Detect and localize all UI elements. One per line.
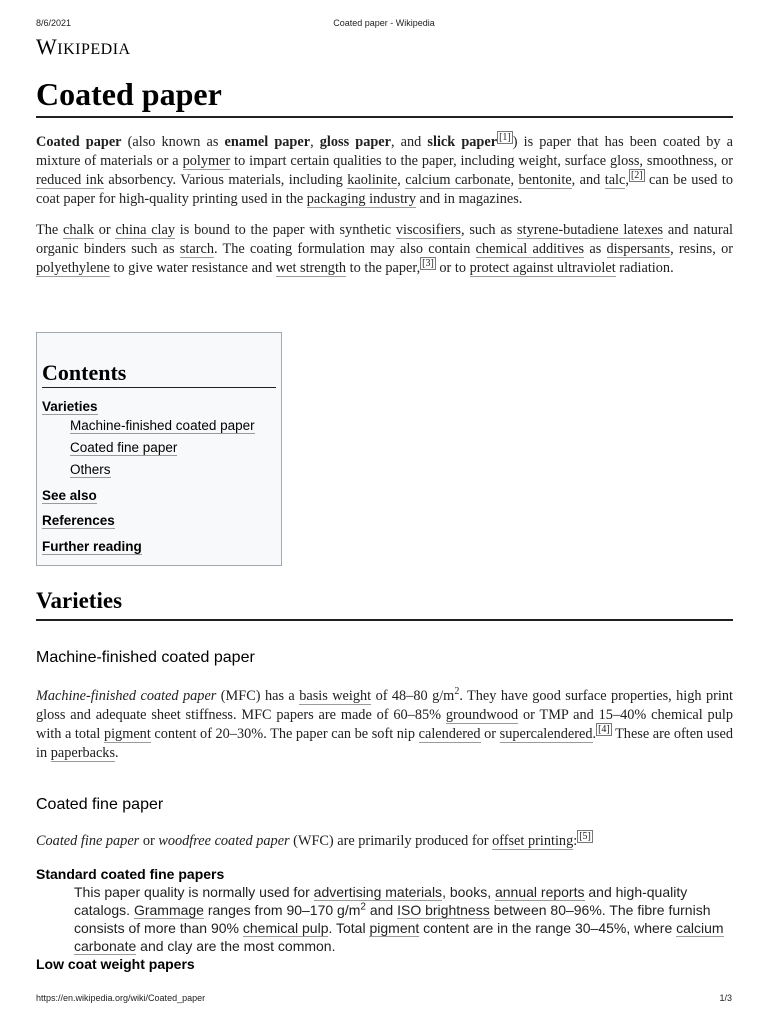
link-calcium-carbonate[interactable]: calcium carbonate: [74, 920, 724, 954]
link-groundwood[interactable]: groundwood: [445, 707, 519, 723]
print-page-number: 1/3: [719, 993, 732, 1003]
link-pigment[interactable]: pigment: [369, 920, 420, 936]
link-paperbacks[interactable]: paperbacks: [50, 745, 116, 761]
table-of-contents: [36, 332, 282, 566]
toc-item-references[interactable]: References: [42, 513, 115, 528]
definition-list: [36, 865, 733, 973]
definition-term: Low coat weight papers: [36, 956, 195, 972]
link-offset-printing[interactable]: offset printing: [492, 833, 574, 849]
subsection-heading-mfc: Machine-finished coated paper: [36, 649, 255, 666]
link-kaolinite[interactable]: kaolinite: [347, 172, 398, 188]
link-chemical-additives[interactable]: chemical additives: [475, 241, 585, 257]
toc-title: Contents: [42, 359, 276, 388]
definition-term: Standard coated fine papers: [36, 866, 225, 882]
link-advertising-materials[interactable]: advertising materials: [313, 884, 443, 900]
section-heading-varieties: Varieties: [36, 586, 733, 621]
body-paragraph: The chalk or china clay is bound to the paper with synthetic viscosifiers, such as styrene-butadiene latexes and natural organic binders such as starch. The coating formulation may also contain chemical additives as dispersants, resins, or polyethylene to give water resistance and wet strength to the paper, [3] or to protect against ultraviolet radiation.: [36, 222, 734, 276]
toc-item-machine-finished[interactable]: Machine-finished coated paper: [70, 418, 255, 433]
citation-link[interactable]: [5]: [579, 831, 591, 843]
link-annual-reports[interactable]: annual reports: [494, 884, 585, 900]
toc-item-varieties[interactable]: Varieties: [42, 399, 98, 414]
link-wet-strength[interactable]: wet strength: [275, 260, 347, 276]
print-url: https://en.wikipedia.org/wiki/Coated_paper: [36, 993, 206, 1003]
link-polyethylene[interactable]: polyethylene: [36, 260, 110, 276]
link-grammage[interactable]: Grammage: [133, 902, 204, 918]
link-dispersants[interactable]: dispersants: [606, 241, 671, 257]
intro-paragraph: Coated paper (also known as enamel paper, gloss paper, and slick paper [1] ) is paper that has been coated by a mixture of materials or a polymer to impart certain qualities to the paper, including weight, surface gloss, smoothness, or reduced ink absorbency. Various materials, including kaolinite, calcium carbonate, bentonite, and talc, [2] can be used to coat paper for high-quality printing used in the packaging industry and in magazines.: [36, 132, 734, 207]
toc-item-coated-fine-paper[interactable]: Coated fine paper: [70, 440, 178, 455]
link-styrene-butadiene[interactable]: styrene-butadiene latexes: [517, 222, 664, 238]
cfp-paragraph: Coated fine paper or woodfree coated paper (WFC) are primarily produced for offset printing: [5]: [36, 831, 591, 849]
link-iso-brightness[interactable]: ISO brightness: [397, 902, 490, 918]
definition-description: This paper quality is normally used for advertising materials, books, annual reports and high-quality catalogs. Grammage ranges from 90–170 $g/m^2$ and ISO brightness between 80–96%. The fibre furnish consists of more than 90% chemical pulp. Total pigment content are in the range 30–45%, where calcium carbonate and clay are the most common.: [74, 884, 724, 954]
page-title: Coated paper: [36, 74, 733, 118]
link-pigment[interactable]: pigment: [103, 726, 151, 742]
link-packaging-industry[interactable]: packaging industry: [306, 191, 416, 207]
citation-link[interactable]: [2]: [630, 170, 643, 182]
link-bentonite[interactable]: bentonite: [518, 172, 572, 188]
citation-link[interactable]: [3]: [422, 258, 434, 270]
toc-item-further-reading[interactable]: Further reading: [42, 539, 142, 554]
link-calcium-carbonate[interactable]: calcium carbonate: [405, 172, 511, 188]
wikipedia-wordmark[interactable]: WIKIPEDIA: [36, 34, 131, 59]
link-reduced-ink[interactable]: reduced ink: [36, 172, 104, 188]
print-date: 8/6/2021: [36, 18, 72, 28]
link-china-clay[interactable]: china clay: [115, 222, 176, 238]
link-polymer[interactable]: polymer: [182, 153, 231, 169]
citation-link[interactable]: [1]: [499, 132, 511, 144]
subsection-heading-cfp: Coated fine paper: [36, 796, 164, 813]
print-doc-title: Coated paper - Wikipedia: [333, 18, 435, 28]
toc-item-others[interactable]: Others: [70, 462, 111, 477]
link-chalk[interactable]: chalk: [63, 222, 94, 238]
link-supercalendered[interactable]: supercalendered: [499, 726, 593, 742]
link-talc[interactable]: talc: [604, 172, 626, 188]
link-ultraviolet[interactable]: protect against ultraviolet: [469, 260, 616, 276]
citation-link[interactable]: [4]: [598, 724, 610, 736]
link-chemical-pulp[interactable]: chemical pulp: [242, 920, 329, 936]
mfc-paragraph: Machine-finished coated paper (MFC) has a basis weight of 48–80 $g/m^2$. They have good surface properties, high print gloss and adequate sheet stiffness. MFC papers are made of 60–85% groundwood or TMP and 15–40% chemical pulp with a total pigment content of 20–30%. The paper can be soft nip calendered or supercalendered. [4] These are often used in paperbacks.: [36, 686, 733, 761]
link-calendered[interactable]: calendered: [418, 726, 481, 742]
article-content: [36, 70, 733, 278]
link-viscosifiers[interactable]: viscosifiers: [395, 222, 461, 238]
section-varieties: [36, 586, 733, 973]
link-starch[interactable]: starch: [179, 241, 214, 257]
link-basis-weight[interactable]: basis weight: [299, 688, 372, 704]
toc-item-see-also[interactable]: See also: [42, 488, 97, 503]
